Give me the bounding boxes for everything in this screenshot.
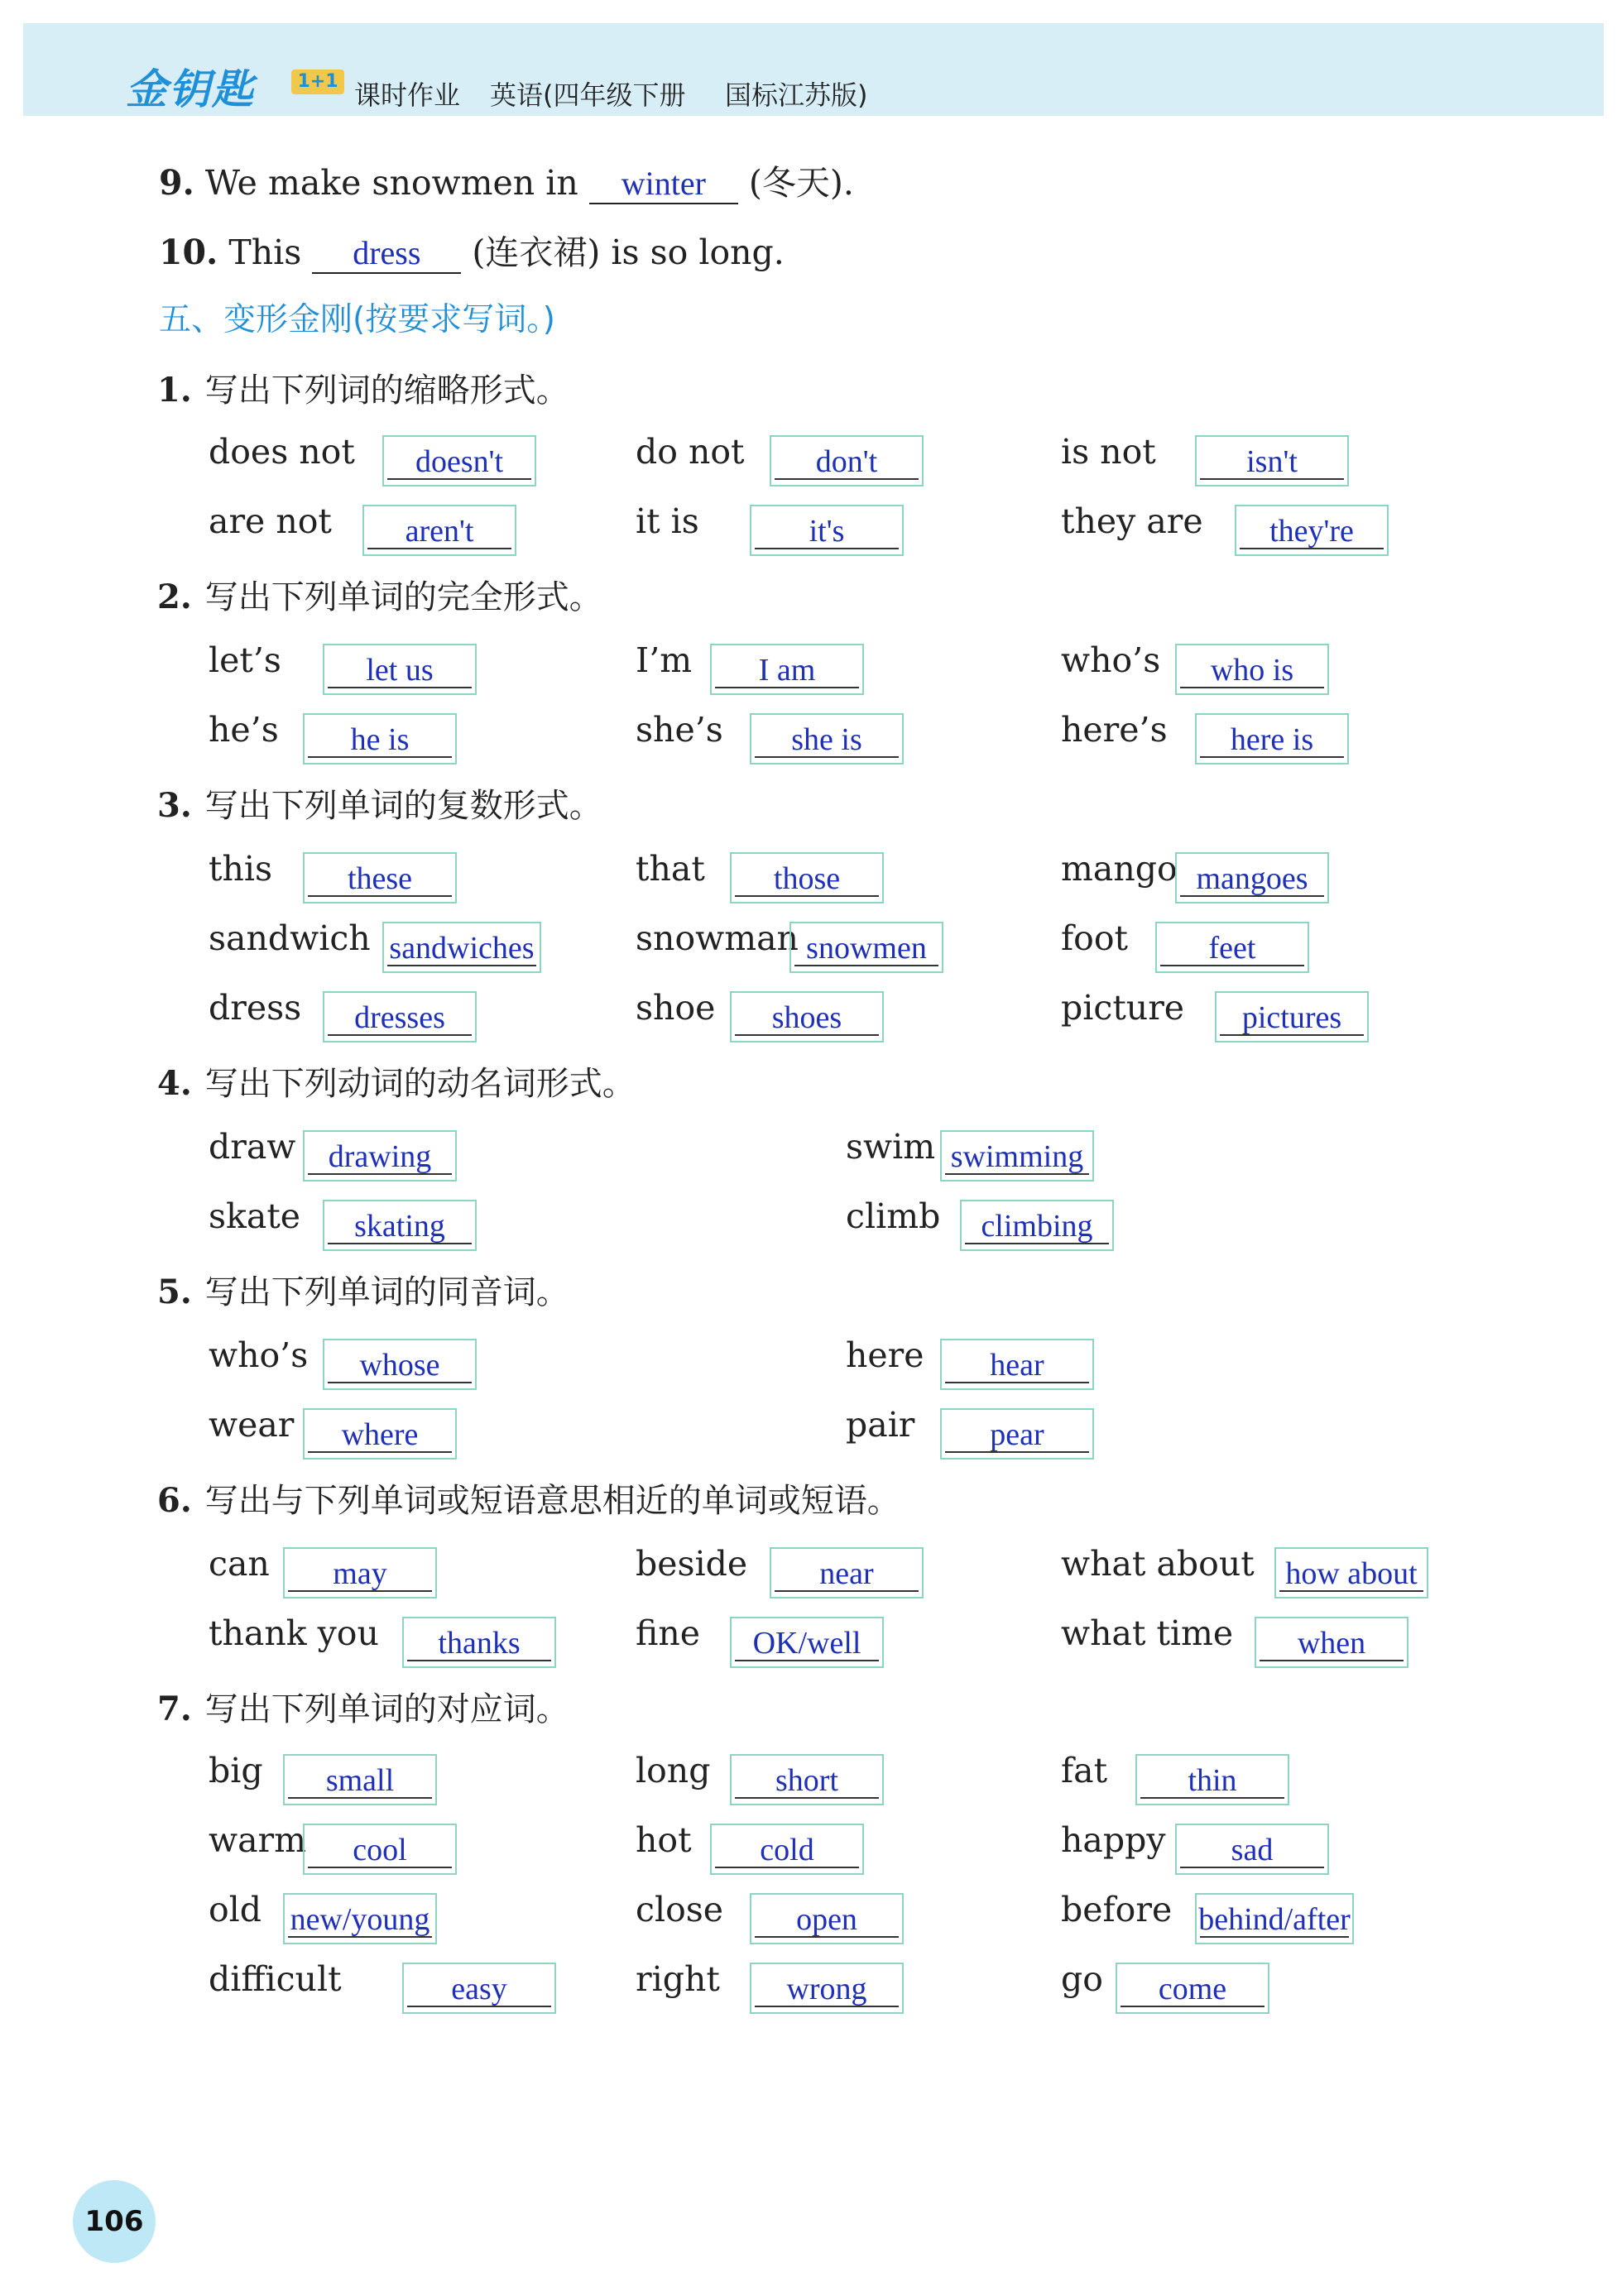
answer-text: shoes	[771, 1000, 842, 1035]
section-title: 五、变形金刚(按要求写词。)	[159, 301, 555, 338]
answer-text: may	[333, 1556, 387, 1591]
source-word: what about	[1061, 1544, 1255, 1584]
brand-logo: 金钥匙	[126, 65, 255, 113]
answer-underline	[387, 478, 531, 480]
answer-text: they're	[1269, 514, 1354, 549]
answer-underline	[735, 1797, 879, 1799]
answer-box[interactable]	[382, 435, 536, 487]
answer-text: easy	[451, 1972, 507, 2006]
answer-underline	[775, 478, 919, 480]
source-word: difficult	[209, 1959, 342, 1999]
answer-box[interactable]	[1195, 713, 1349, 765]
answer-underline	[945, 1382, 1089, 1383]
answer-underline	[1200, 756, 1344, 758]
answer-underline	[387, 965, 536, 966]
answer-box[interactable]	[750, 713, 904, 765]
source-word: sandwich	[209, 918, 371, 958]
source-word: what time	[1061, 1613, 1234, 1653]
question-instruction: 写出下列单词的对应词。	[204, 1690, 569, 1728]
answer-box[interactable]	[303, 852, 457, 904]
answer-underline	[1260, 1660, 1404, 1661]
page-number: 106	[73, 2180, 156, 2263]
source-word: go	[1061, 1959, 1103, 1999]
answer-text: where	[341, 1417, 419, 1452]
answer-underline	[1220, 1034, 1364, 1036]
source-word: pair	[846, 1405, 915, 1445]
answer-box[interactable]	[382, 922, 541, 973]
answer-box[interactable]	[730, 852, 884, 904]
source-word: draw	[209, 1127, 296, 1167]
answer-box[interactable]	[283, 1893, 437, 1944]
source-word: skate	[209, 1196, 301, 1236]
answer-underline	[308, 756, 452, 758]
answer-box[interactable]	[303, 1824, 457, 1875]
answer-box[interactable]	[1175, 644, 1329, 695]
source-word: he’s	[209, 710, 279, 750]
answer-text: she is	[791, 722, 862, 757]
answer-text: here is	[1230, 722, 1314, 757]
answer-box[interactable]	[789, 922, 943, 973]
answer-text: doesn't	[415, 444, 504, 479]
source-word: let’s	[209, 640, 281, 680]
source-word: here	[846, 1335, 924, 1375]
source-word: before	[1061, 1890, 1173, 1929]
question-heading	[157, 779, 602, 827]
answer-text: pictures	[1241, 1000, 1342, 1035]
source-word: climb	[846, 1196, 941, 1236]
answer-text: those	[773, 861, 841, 896]
answer-text: I am	[758, 653, 816, 688]
answer-box[interactable]	[402, 1963, 556, 2014]
source-word: long	[636, 1751, 711, 1790]
question-text: This	[228, 232, 302, 272]
source-word: beside	[636, 1544, 748, 1584]
answer-text: OK/well	[752, 1626, 861, 1661]
answer-box[interactable]	[1135, 1754, 1289, 1805]
answer-box[interactable]	[940, 1408, 1094, 1460]
question-number: 10.	[159, 232, 218, 272]
source-word: does not	[209, 432, 355, 472]
answer-text: these	[347, 861, 413, 896]
answer-underline	[755, 756, 899, 758]
question-hint: (连衣裙) is so long.	[472, 232, 785, 272]
answer-underline	[794, 965, 938, 966]
answer-text: it's	[809, 514, 845, 549]
source-word: that	[636, 849, 705, 889]
answer-text: aren't	[405, 514, 474, 549]
source-word: can	[209, 1544, 270, 1584]
source-word: thank you	[209, 1613, 379, 1653]
answer-underline	[735, 1660, 879, 1661]
answer-underline	[308, 1867, 452, 1868]
answer-underline	[308, 1173, 452, 1175]
answer-text: new/young	[290, 1902, 430, 1937]
answer-underline	[1200, 1936, 1349, 1938]
answer-box[interactable]	[730, 1617, 884, 1668]
answer-underline	[367, 548, 511, 549]
answer-underline	[715, 687, 859, 688]
answer-box[interactable]	[1116, 1963, 1269, 2014]
answer-text: sad	[1231, 1833, 1274, 1867]
header-subtitle-3: 国标江苏版)	[725, 79, 868, 111]
answer-blank[interactable]: winter	[589, 164, 738, 204]
source-word: snowman	[636, 918, 799, 958]
answer-box[interactable]	[730, 1754, 884, 1805]
answer-underline	[735, 1034, 879, 1036]
answer-text: swimming	[950, 1139, 1084, 1174]
answer-text: cold	[760, 1833, 814, 1867]
answer-text: wrong	[786, 1972, 867, 2006]
answer-underline	[1279, 1590, 1423, 1592]
answer-text: he is	[350, 722, 410, 757]
answer-underline	[945, 1173, 1089, 1175]
source-word: are not	[209, 501, 332, 541]
answer-box[interactable]	[940, 1339, 1094, 1390]
answer-text: don't	[815, 444, 878, 479]
answer-underline	[407, 2006, 551, 2007]
answer-underline	[328, 1382, 472, 1383]
answer-text: cool	[353, 1833, 407, 1867]
answer-text: climbing	[981, 1209, 1093, 1244]
question-instruction: 写出下列单词的同音词。	[204, 1273, 569, 1311]
answer-box[interactable]	[303, 1130, 457, 1182]
answer-underline	[1160, 965, 1304, 966]
answer-text: small	[325, 1763, 395, 1798]
answer-underline	[1240, 548, 1384, 549]
question-number: 1.	[157, 371, 192, 410]
answer-text: let us	[366, 653, 434, 688]
answer-text: thin	[1188, 1763, 1237, 1798]
question-heading	[157, 1057, 636, 1105]
fill-in-question	[159, 156, 854, 204]
source-word: wear	[209, 1405, 295, 1445]
answer-box[interactable]	[730, 991, 884, 1043]
answer-text: short	[775, 1763, 838, 1798]
answer-underline	[308, 1451, 452, 1453]
answer-box[interactable]	[1175, 1824, 1329, 1875]
answer-underline	[328, 1034, 472, 1036]
answer-box[interactable]	[1255, 1617, 1408, 1668]
question-number: 4.	[157, 1064, 192, 1103]
answer-text: how about	[1285, 1556, 1418, 1591]
source-word: picture	[1061, 988, 1185, 1028]
answer-box[interactable]	[770, 435, 924, 487]
answer-underline	[288, 1797, 432, 1799]
source-word: fine	[636, 1613, 701, 1653]
answer-text: open	[796, 1902, 857, 1937]
answer-underline	[328, 687, 472, 688]
source-word: shoe	[636, 988, 716, 1028]
question-heading	[157, 571, 602, 618]
answer-underline	[1180, 895, 1324, 897]
source-word: happy	[1061, 1820, 1166, 1860]
answer-underline	[965, 1243, 1109, 1244]
source-word: this	[209, 849, 273, 889]
question-instruction: 写出下列动词的动名词形式。	[204, 1065, 636, 1103]
question-heading	[157, 1683, 569, 1730]
answer-underline	[715, 1867, 859, 1868]
source-word: who’s	[1061, 640, 1161, 680]
answer-box[interactable]	[1195, 1893, 1354, 1944]
question-number: 5.	[157, 1273, 192, 1311]
answer-underline	[288, 1590, 432, 1592]
answer-text: thanks	[438, 1626, 521, 1661]
header-subtitle-1: 课时作业	[354, 79, 461, 111]
answer-box[interactable]	[1195, 435, 1349, 487]
answer-box[interactable]	[323, 991, 477, 1043]
answer-underline	[755, 2006, 899, 2007]
answer-box[interactable]	[303, 713, 457, 765]
answer-box[interactable]	[1274, 1547, 1428, 1599]
question-instruction: 写出下列词的缩略形式。	[204, 371, 569, 410]
answer-text: drawing	[328, 1139, 432, 1174]
question-number: 6.	[157, 1481, 192, 1520]
question-number: 9.	[159, 163, 194, 203]
answer-box[interactable]	[1235, 505, 1389, 556]
source-word: mango	[1061, 849, 1178, 889]
answer-text: who is	[1210, 653, 1294, 688]
source-word: is not	[1061, 432, 1156, 472]
source-word: fat	[1061, 1751, 1108, 1790]
source-word: hot	[636, 1820, 692, 1860]
answer-text: dresses	[354, 1000, 445, 1035]
answer-box[interactable]	[402, 1617, 556, 1668]
answer-underline	[1140, 1797, 1284, 1799]
answer-text: sandwiches	[389, 931, 535, 966]
source-word: she’s	[636, 710, 723, 750]
answer-box[interactable]	[1155, 922, 1309, 973]
answer-box[interactable]	[960, 1200, 1114, 1251]
answer-box[interactable]	[940, 1130, 1094, 1182]
question-text: We make snowmen in	[204, 163, 578, 203]
answer-underline	[945, 1451, 1089, 1453]
answer-underline	[1121, 2006, 1264, 2007]
question-number: 2.	[157, 578, 192, 616]
answer-underline	[328, 1243, 472, 1244]
answer-underline	[288, 1936, 432, 1938]
source-word: swim	[846, 1127, 936, 1167]
question-heading	[157, 1266, 569, 1313]
answer-underline	[755, 1936, 899, 1938]
source-word: I’m	[636, 640, 693, 680]
question-hint: (冬天).	[748, 163, 854, 203]
answer-text: near	[819, 1556, 874, 1591]
answer-box[interactable]	[362, 505, 516, 556]
answer-box[interactable]	[1215, 991, 1369, 1043]
answer-underline	[1180, 687, 1324, 688]
answer-text: feet	[1208, 931, 1256, 966]
answer-box[interactable]	[710, 644, 864, 695]
answer-box[interactable]	[323, 644, 477, 695]
answer-box[interactable]	[710, 1824, 864, 1875]
answer-text: snowmen	[806, 931, 927, 966]
source-word: dress	[209, 988, 302, 1028]
source-word: warm	[209, 1820, 307, 1860]
answer-underline	[755, 548, 899, 549]
answer-underline	[1180, 1867, 1324, 1868]
answer-underline	[735, 895, 879, 897]
answer-box[interactable]	[323, 1339, 477, 1390]
answer-box[interactable]	[323, 1200, 477, 1251]
header-subtitle-2: 英语(四年级下册	[490, 79, 686, 111]
logo-badge: 1+1	[291, 70, 344, 94]
answer-text: whose	[359, 1348, 440, 1383]
answer-box[interactable]	[750, 505, 904, 556]
source-word: they are	[1061, 501, 1203, 541]
question-instruction: 写出下列单词的复数形式。	[204, 787, 602, 825]
answer-text: come	[1158, 1972, 1227, 2006]
answer-text: behind/after	[1198, 1902, 1351, 1937]
answer-text: pear	[990, 1417, 1044, 1452]
answer-box[interactable]	[283, 1754, 437, 1805]
question-heading	[157, 1474, 900, 1522]
answer-underline	[407, 1660, 551, 1661]
answer-box[interactable]	[770, 1547, 924, 1599]
answer-box[interactable]	[750, 1963, 904, 2014]
source-word: right	[636, 1959, 720, 1999]
source-word: close	[636, 1890, 724, 1929]
source-word: old	[209, 1890, 262, 1929]
question-instruction: 写出下列单词的完全形式。	[204, 578, 602, 616]
question-heading	[157, 364, 569, 411]
source-word: here’s	[1061, 710, 1168, 750]
answer-box[interactable]	[303, 1408, 457, 1460]
question-number: 3.	[157, 786, 192, 825]
answer-text: isn't	[1246, 444, 1298, 479]
answer-text: when	[1297, 1626, 1366, 1661]
answer-underline	[308, 895, 452, 897]
source-word: it is	[636, 501, 699, 541]
question-instruction: 写出与下列单词或短语意思相近的单词或短语。	[204, 1482, 900, 1520]
answer-text: hear	[990, 1348, 1044, 1383]
source-word: who’s	[209, 1335, 309, 1375]
source-word: foot	[1061, 918, 1129, 958]
answer-box[interactable]	[750, 1893, 904, 1944]
answer-box[interactable]	[283, 1547, 437, 1599]
source-word: do not	[636, 432, 745, 472]
answer-text: mangoes	[1196, 861, 1308, 896]
question-number: 7.	[157, 1690, 192, 1728]
answer-blank[interactable]: dress	[312, 233, 461, 274]
answer-underline	[775, 1590, 919, 1592]
answer-box[interactable]	[1175, 852, 1329, 904]
answer-underline	[1200, 478, 1344, 480]
fill-in-question	[159, 225, 785, 274]
answer-text: skating	[354, 1209, 445, 1244]
source-word: big	[209, 1751, 263, 1790]
